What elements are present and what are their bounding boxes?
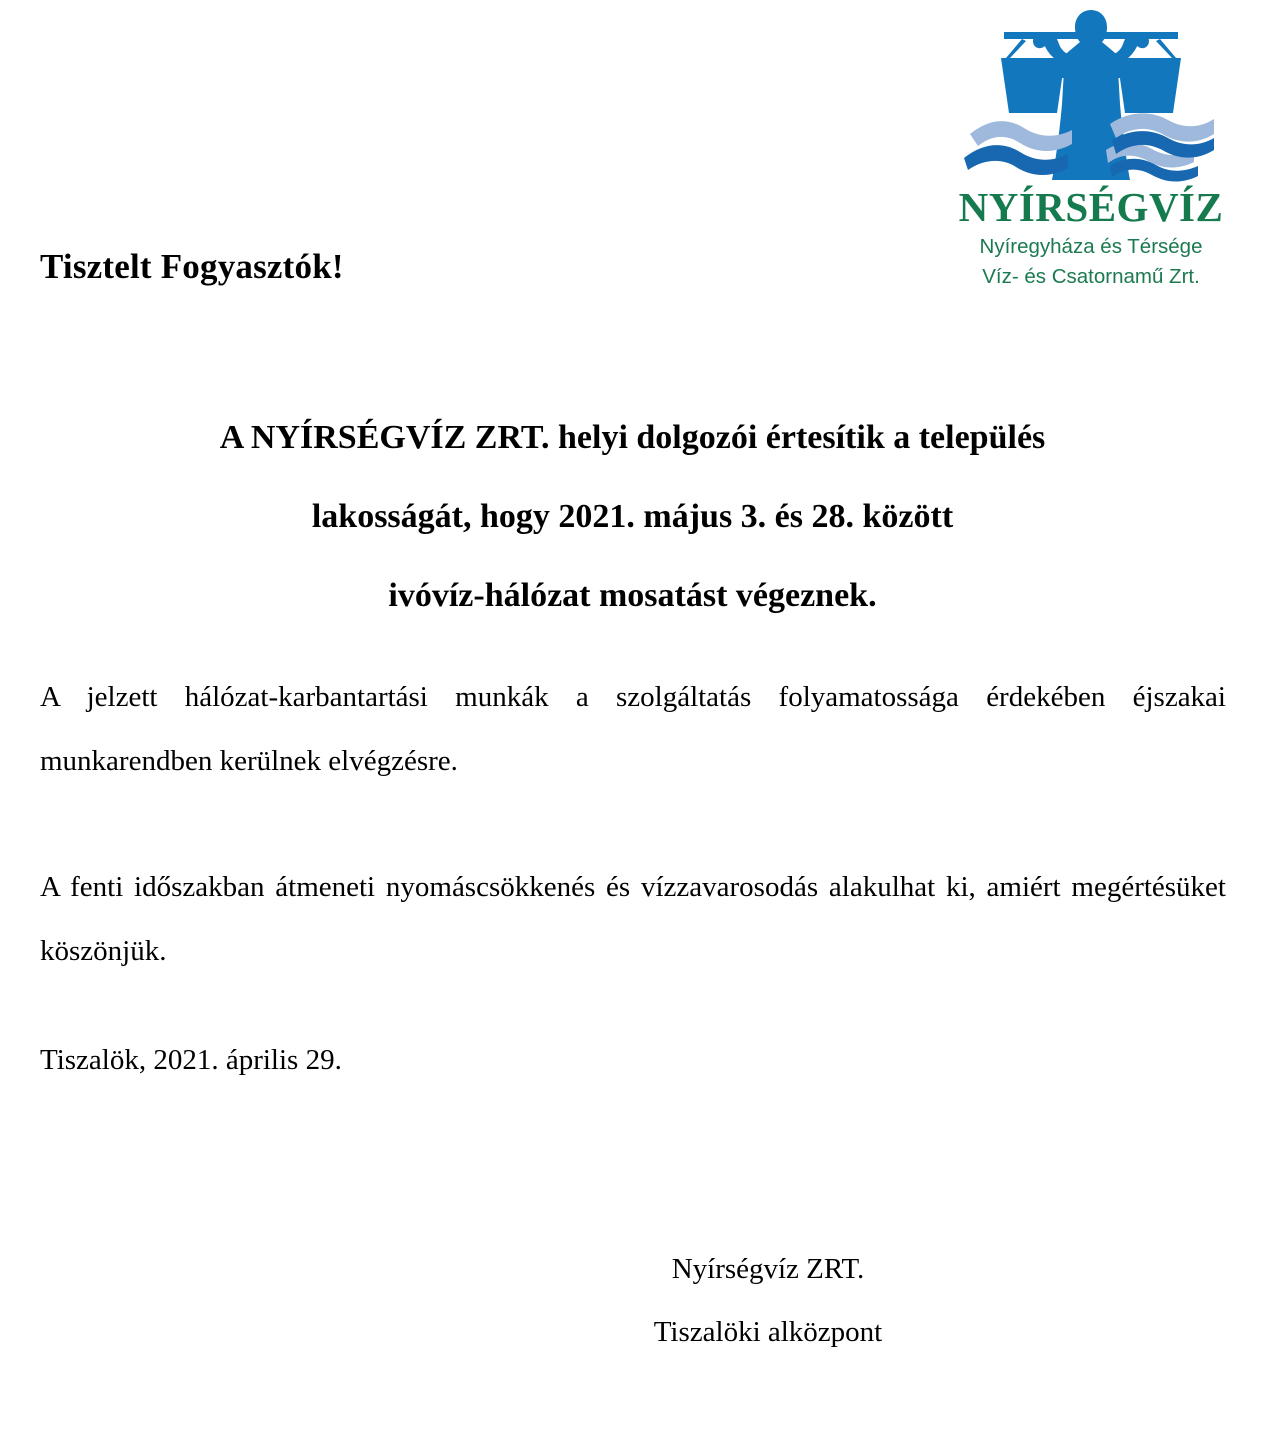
body-paragraph-1: A jelzett hálózat-karbantartási munkák a szolgáltatás folyamatossága érdekében éjszakai munkarendben kerülnek elvégzésre. [40,681,1226,777]
signature-company: Nyírségvíz ZRT. [671,1253,865,1285]
signature-office: Tiszalöki alközpont [653,1316,883,1348]
body-text [40,665,1226,983]
headline [40,398,1225,635]
logo-wordmark: NYÍRSÉGVÍZ [958,184,1224,230]
logo-tagline-line1: Nyíregyháza és Térsége [979,234,1203,258]
company-logo [957,8,1225,290]
headline-line-1: A NYÍRSÉGVÍZ ZRT. helyi dolgozói értesítik a település [219,419,1046,456]
nyirsegviz-water-carrier-logo-icon [960,8,1222,193]
logo-tagline-line2: Víz- és Csatornamű Zrt. [982,265,1200,289]
body-paragraph-2: A fenti időszakban átmeneti nyomáscsökkenés és vízzavarosodás alakulhat ki, amiért megértésüket köszönjük. [40,871,1226,967]
salutation: Tisztelt Fogyasztók! [40,247,344,286]
headline-line-2: lakosságát, hogy 2021. május 3. és 28. között [311,498,954,535]
dateline: Tiszalök, 2021. április 29. [40,1044,342,1076]
headline-line-3: ivóvíz-hálózat mosatást végeznek. [388,577,877,614]
signature-block [383,1238,1153,1364]
